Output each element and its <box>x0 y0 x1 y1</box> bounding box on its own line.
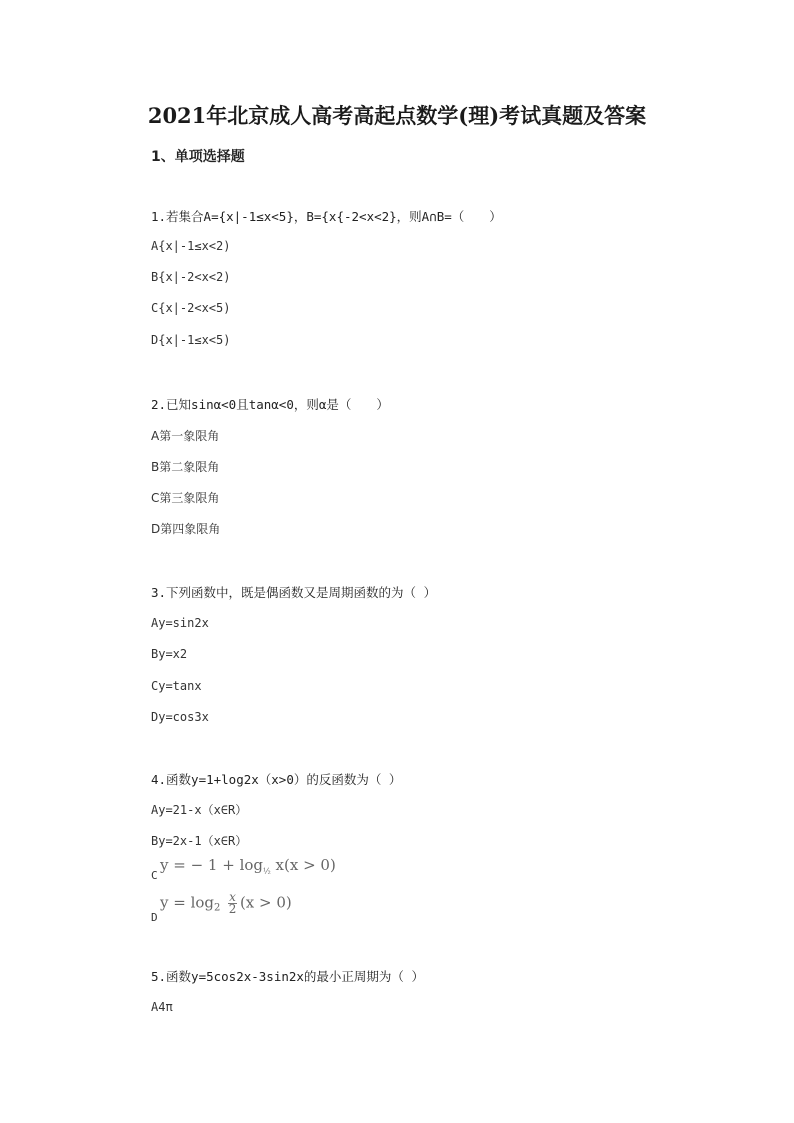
question-3-option-c: Cy=tanx <box>151 679 202 693</box>
question-2-option-c: C第三象限角 <box>151 491 220 505</box>
option-letter: D <box>151 911 158 924</box>
formula-image-d: $y = \log_2$ $\frac{x}{2}$ (x > 0) <box>160 890 292 916</box>
question-2-stem: 2.已知sinα<0且tanα<0，则α是（ ） <box>151 397 389 412</box>
question-1-option-b: B{x|-2<x<2) <box>151 270 231 284</box>
question-4-option-d <box>151 892 371 924</box>
question-3-option-d: Dy=cos3x <box>151 710 209 724</box>
question-3-option-b: By=x2 <box>151 647 188 661</box>
formula-image-c: y = − $1 + \log_{\frac{1}{2}} x(x > 0)$ <box>160 856 336 876</box>
question-3-option-a: Ay=sin2x <box>151 616 209 630</box>
question-1-option-c: C{x|-2<x<5) <box>151 301 231 315</box>
question-2-option-a: A第一象限角 <box>151 429 220 443</box>
option-letter: C <box>151 869 158 882</box>
document-title: 2021年北京成人高考高起点数学(理)考试真题及答案 <box>147 103 647 128</box>
question-5-stem: 5.函数y=5cos2x-3sin2x的最小正周期为（ ） <box>151 969 424 984</box>
section-heading: 1、单项选择题 <box>151 149 245 165</box>
question-2-option-b: B第二象限角 <box>151 460 220 474</box>
question-5-option-a: A4π <box>151 1000 173 1014</box>
question-1-option-a: A{x|-1≤x<2) <box>151 239 231 253</box>
question-4-option-b: By=2x-1（x∈R） <box>151 834 248 848</box>
question-2-option-d: D第四象限角 <box>151 522 221 536</box>
question-1-option-d: D{x|-1≤x<5) <box>151 333 231 347</box>
question-4-stem: 4.函数y=1+log2x（x>0）的反函数为（ ） <box>151 772 402 787</box>
question-1-stem: 1.若集合A={x|-1≤x<5}，B={x{-2<x<2}，则A∩B=（ ） <box>151 209 502 224</box>
question-3-stem: 3.下列函数中，既是偶函数又是周期函数的为（ ） <box>151 585 437 600</box>
question-4-option-c <box>151 856 371 882</box>
question-4-option-a: Ay=21-x（x∈R） <box>151 803 248 817</box>
